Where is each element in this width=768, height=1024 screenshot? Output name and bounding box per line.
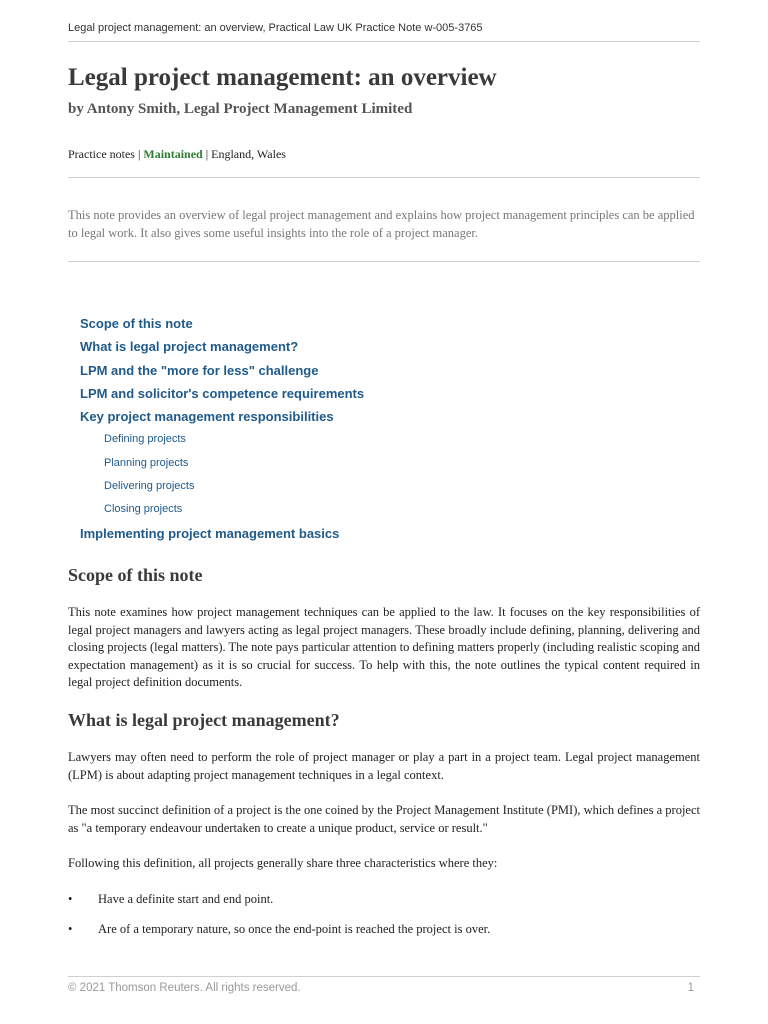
section-heading-scope: Scope of this note bbox=[68, 565, 203, 585]
toc-link-what-is-lpm[interactable]: What is legal project management? bbox=[80, 339, 299, 355]
toc-link-closing[interactable]: Closing projects bbox=[104, 503, 183, 516]
page-footer bbox=[68, 982, 700, 994]
toc-link-responsibilities[interactable]: Key project management responsibilities bbox=[80, 409, 334, 425]
table-of-contents bbox=[80, 312, 364, 545]
toc-link-competence[interactable]: LPM and solicitor's competence requirements bbox=[80, 385, 365, 401]
meta-separator: | bbox=[202, 147, 212, 161]
copyright-notice: © 2021 Thomson Reuters. All rights reserved. bbox=[68, 982, 301, 994]
paragraph: Following this definition, all projects generally share three characteristics where they: bbox=[68, 856, 498, 870]
document-type: Practice notes bbox=[68, 147, 135, 161]
divider bbox=[68, 177, 700, 178]
toc-link-scope[interactable]: Scope of this note bbox=[80, 316, 193, 331]
list-item bbox=[68, 920, 700, 950]
paragraph: This note examines how project management techniques can be applied to the law. It focuses on the key responsibilities of legal project managers and lawyers acting as legal project managers. These broadly include defining, planning, delivering and closing projects (legal matters). The note pays particular attention to defining matters properly (including realistic scoping and expectation management) as it is so crucial for success. To help with this, the note outlines the typical content required in legal project definition documents. bbox=[68, 605, 700, 689]
page-number: 1 bbox=[687, 982, 694, 994]
footer-divider bbox=[68, 976, 700, 977]
toc-link-defining[interactable]: Defining projects bbox=[104, 433, 186, 446]
document-meta bbox=[68, 147, 286, 162]
document-page bbox=[68, 0, 700, 1024]
list-item-text: Are of a temporary nature, so once the end-point is reached the project is over. bbox=[98, 922, 491, 936]
jurisdiction: England, Wales bbox=[211, 147, 286, 161]
section-heading-what-is-lpm: What is legal project management? bbox=[68, 710, 340, 730]
running-header: Legal project management: an overview, Practical Law UK Practice Note w-005-3765 bbox=[68, 22, 700, 42]
paragraph: The most succinct definition of a project is the one coined by the Project Management Institute (PMI), which defines a project as "a temporary endeavour undertaken to create a unique product, service or result." bbox=[68, 803, 700, 835]
divider bbox=[68, 261, 700, 262]
toc-link-more-for-less[interactable]: LPM and the "more for less" challenge bbox=[80, 362, 319, 378]
author-byline: by Antony Smith, Legal Project Management Limited bbox=[68, 101, 413, 117]
toc-link-delivering[interactable]: Delivering projects bbox=[104, 480, 195, 493]
maintained-status: Maintained bbox=[143, 147, 203, 161]
meta-separator: | bbox=[134, 147, 144, 161]
toc-link-implementing[interactable]: Implementing project management basics bbox=[80, 525, 340, 541]
list-item-text: Have a definite start and end point. bbox=[98, 892, 274, 906]
document-summary: This note provides an overview of legal project management and explains how project management principles can be applied to legal work. It also gives some useful insights into the role of a project manager. bbox=[68, 208, 695, 240]
paragraph: Lawyers may often need to perform the role of project manager or play a part in a project team. Legal project management (LPM) is about adapting project management techniques in a legal context. bbox=[68, 750, 700, 782]
toc-link-planning[interactable]: Planning projects bbox=[104, 456, 189, 469]
bullet-icon: • bbox=[68, 922, 73, 936]
list-item bbox=[68, 890, 700, 920]
document-title: Legal project management: an overview bbox=[68, 64, 497, 91]
bullet-icon: • bbox=[68, 892, 73, 906]
characteristics-list bbox=[68, 890, 700, 950]
